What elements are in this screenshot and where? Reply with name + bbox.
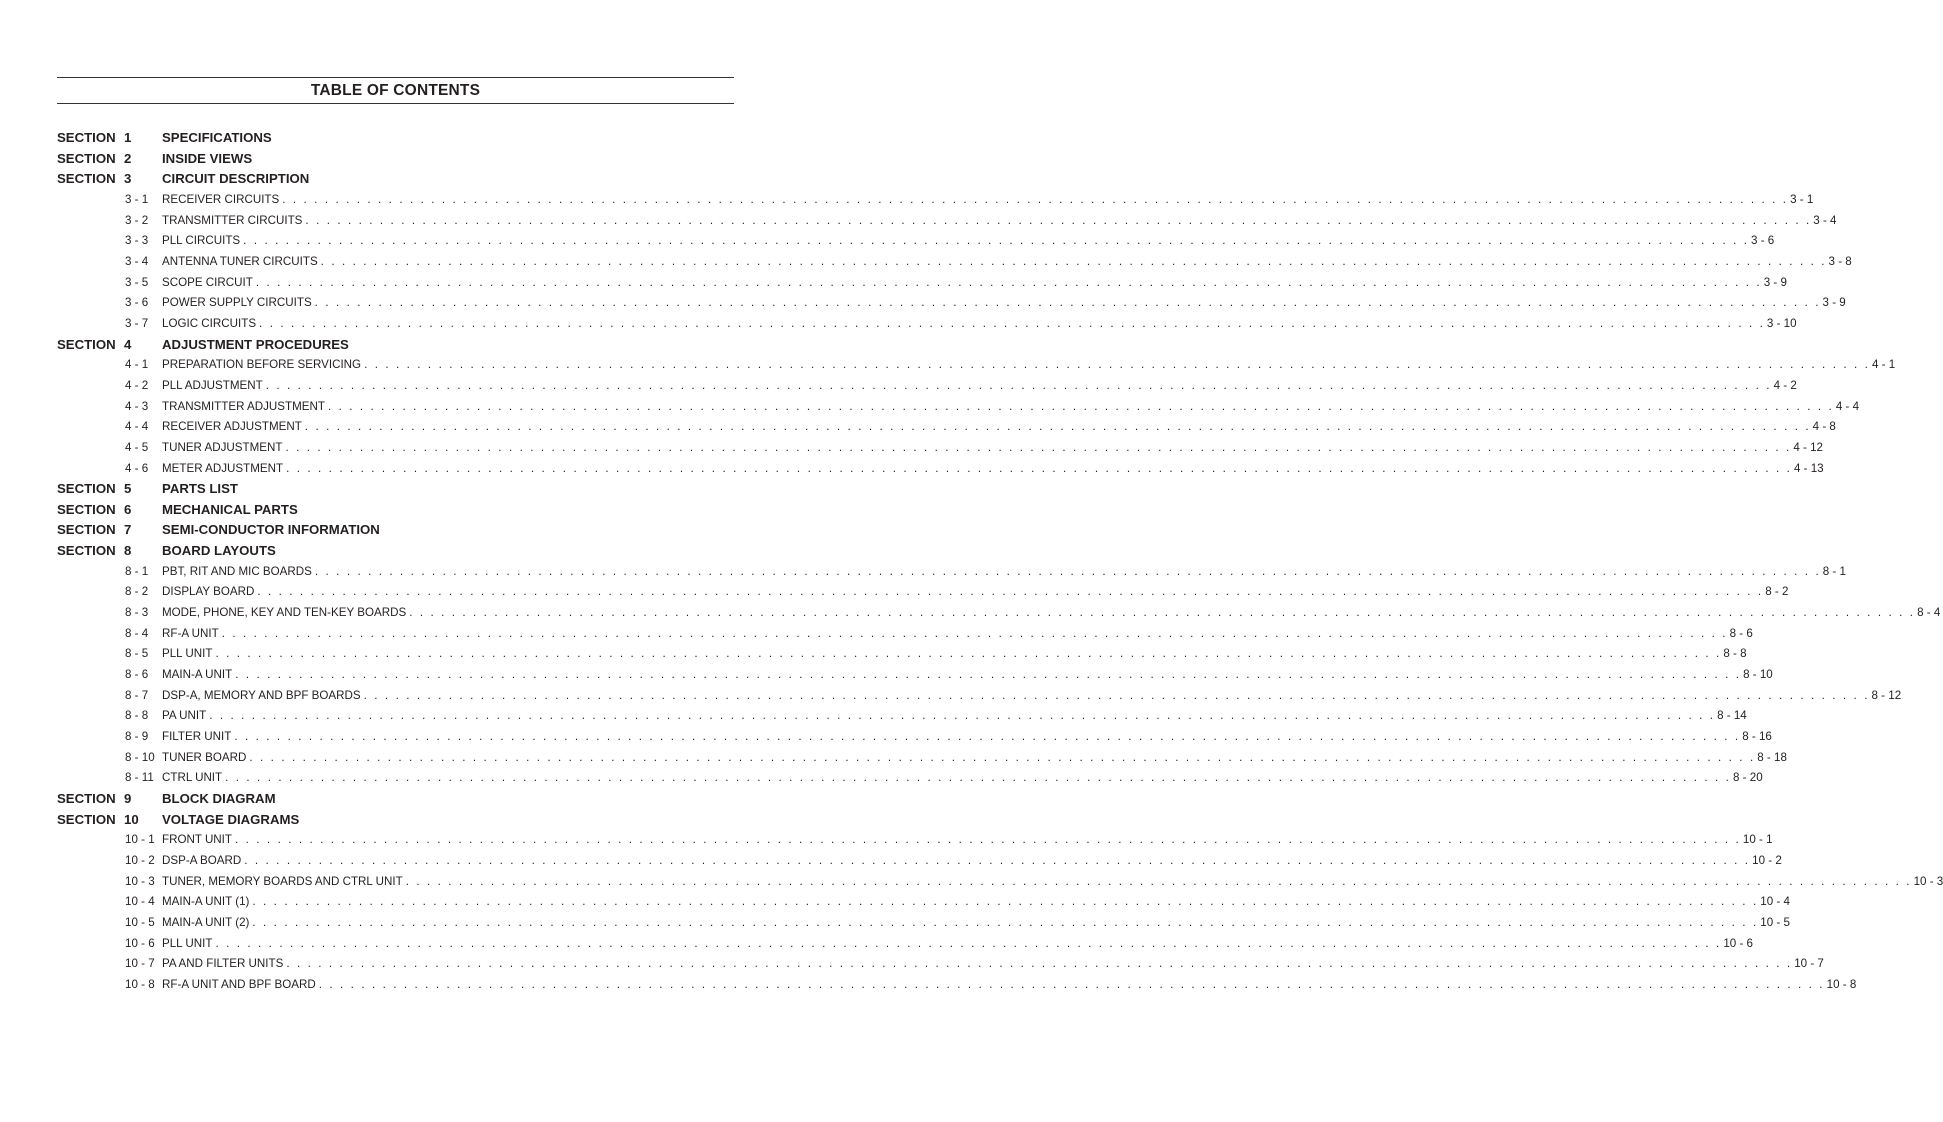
entry-title: PA AND FILTER UNITS — [162, 957, 284, 971]
entry-number: 8 - 8 — [125, 709, 149, 723]
section-title: SEMI-CONDUCTOR INFORMATION — [162, 522, 380, 538]
entry-number: 8 - 10 — [125, 750, 155, 764]
entry-page-number: 8 - 14 — [1717, 709, 1747, 723]
toc-entry-row — [57, 706, 1747, 727]
entry-page-number: 4 - 2 — [1773, 378, 1797, 392]
entry-title: PLL UNIT — [162, 936, 213, 950]
entry-page-number: 10 - 5 — [1760, 915, 1790, 929]
entry-page-number: 8 - 20 — [1733, 771, 1763, 785]
entry-page-number: 8 - 6 — [1729, 626, 1753, 640]
toc-entry-row — [57, 231, 1775, 252]
toc-section-row — [57, 149, 737, 170]
toc-entry-row — [57, 603, 1941, 624]
toc-entry-row — [57, 293, 1846, 314]
entry-number: 8 - 3 — [125, 606, 149, 620]
toc-entry-row — [57, 934, 1753, 955]
dot-leader: . . . . . . . . . . . . . . . . . . . . . . . . . . . . . . . . . . . . . . . . . . . . . . . . . . . . . . . . . . . . . . . . . . . . . . . . . . . . . . . . . . . . . . . . . . . . . . . . . . . . . . . . . . . . . . . . . . . . . . . . . . . . . . . . . . . . . . . . . . . . . . — [282, 192, 1789, 206]
toc-section-row — [57, 789, 737, 810]
entry-title: ANTENNA TUNER CIRCUITS — [162, 254, 318, 268]
entry-number: 4 - 3 — [125, 399, 149, 413]
entry-line — [162, 562, 1846, 583]
dot-leader: . . . . . . . . . . . . . . . . . . . . . . . . . . . . . . . . . . . . . . . . . . . . . . . . . . . . . . . . . . . . . . . . . . . . . . . . . . . . . . . . . . . . . . . . . . . . . . . . . . . . . . . . . . . . . . . . . . . . . . . . . . . . . . . . . . . . . . . . . . . . . . — [235, 833, 1741, 847]
entry-page-number: 3 - 9 — [1763, 275, 1787, 289]
entry-number: 8 - 4 — [125, 626, 149, 640]
section-label: SECTION — [57, 481, 116, 497]
entry-page-number: 3 - 9 — [1822, 296, 1846, 310]
entry-page-number: 4 - 4 — [1835, 399, 1860, 413]
dot-leader: . . . . . . . . . . . . . . . . . . . . . . . . . . . . . . . . . . . . . . . . . . . . . . . . . . . . . . . . . . . . . . . . . . . . . . . . . . . . . . . . . . . . . . . . . . . . . . . . . . . . . . . . . . . . . . . . . . . . . . . . . . . . . . . . . . . . . . . . . . . . . . — [409, 606, 1916, 620]
entry-number: 10 - 1 — [125, 833, 155, 847]
entry-title: PREPARATION BEFORE SERVICING — [162, 358, 362, 372]
entry-line — [162, 748, 1787, 769]
section-label: SECTION — [57, 791, 116, 806]
toc-entry-row — [57, 376, 1797, 397]
toc-entry-row — [57, 459, 1824, 480]
entry-line — [162, 603, 1941, 624]
toc-entry-row — [57, 273, 1787, 294]
entry-line — [162, 768, 1763, 789]
title-rule-top — [57, 77, 734, 78]
entry-number: 10 - 6 — [125, 936, 155, 950]
section-label: SECTION — [57, 150, 116, 166]
entry-title: PBT, RIT AND MIC BOARDS — [162, 564, 312, 578]
section-title: CIRCUIT DESCRIPTION — [162, 171, 310, 187]
entry-page-number: 4 - 12 — [1793, 440, 1823, 454]
dot-leader: . . . . . . . . . . . . . . . . . . . . . . . . . . . . . . . . . . . . . . . . . . . . . . . . . . . . . . . . . . . . . . . . . . . . . . . . . . . . . . . . . . . . . . . . . . . . . . . . . . . . . . . . . . . . . . . . . . . . . . . . . . . . . . . . . . . . . . . . . . . . . . — [320, 254, 1827, 268]
entry-title: MAIN-A UNIT — [162, 668, 233, 682]
dot-leader: . . . . . . . . . . . . . . . . . . . . . . . . . . . . . . . . . . . . . . . . . . . . . . . . . . . . . . . . . . . . . . . . . . . . . . . . . . . . . . . . . . . . . . . . . . . . . . . . . . . . . . . . . . . . . . . . . . . . . . . . . . . . . . . . . . . . . . . . . . . . . . — [286, 461, 1792, 475]
entry-page-number: 3 - 4 — [1813, 213, 1837, 227]
toc-section-row — [57, 500, 737, 521]
entry-page-number: 8 - 2 — [1765, 585, 1789, 599]
entry-page-number: 4 - 1 — [1871, 358, 1896, 372]
toc-entry-row — [57, 562, 1846, 583]
entry-number: 4 - 6 — [125, 461, 149, 475]
entry-title: CTRL UNIT — [162, 771, 223, 785]
entry-line — [162, 355, 1896, 376]
toc-entry-row — [57, 913, 1790, 934]
entry-page-number: 8 - 10 — [1743, 668, 1773, 682]
section-title: PARTS LIST — [162, 481, 238, 497]
entry-title: POWER SUPPLY CIRCUITS — [162, 296, 312, 310]
toc-section-row — [57, 541, 737, 562]
toc-entry-row — [57, 748, 1787, 769]
entry-line — [162, 851, 1782, 872]
section-number: 10 — [124, 811, 139, 827]
entry-page-number: 10 - 1 — [1742, 833, 1773, 847]
entry-title: PA UNIT — [162, 709, 207, 723]
dot-leader: . . . . . . . . . . . . . . . . . . . . . . . . . . . . . . . . . . . . . . . . . . . . . . . . . . . . . . . . . . . . . . . . . . . . . . . . . . . . . . . . . . . . . . . . . . . . . . . . . . . . . . . . . . . . . . . . . . . . . . . . . . . . . . . . . . . . . . . . . . . . . . — [225, 771, 1731, 785]
toc-section-row — [57, 128, 737, 149]
entry-number: 4 - 4 — [125, 420, 149, 434]
dot-leader: . . . . . . . . . . . . . . . . . . . . . . . . . . . . . . . . . . . . . . . . . . . . . . . . . . . . . . . . . . . . . . . . . . . . . . . . . . . . . . . . . . . . . . . . . . . . . . . . . . . . . . . . . . . . . . . . . . . . . . . . . . . . . . . . . . . . . . . . . . . . . . — [249, 750, 1756, 764]
entry-line — [162, 872, 1943, 893]
entry-line — [162, 975, 1857, 996]
entry-line — [162, 954, 1824, 975]
entry-line — [162, 211, 1837, 232]
toc-entry-row — [57, 644, 1747, 665]
entry-page-number: 3 - 8 — [1828, 254, 1852, 268]
entry-title: FILTER UNIT — [162, 730, 232, 744]
entry-line — [162, 727, 1772, 748]
entry-title: FRONT UNIT — [162, 833, 232, 847]
section-title: BLOCK DIAGRAM — [162, 791, 276, 806]
section-title: BOARD LAYOUTS — [162, 543, 276, 559]
dot-leader: . . . . . . . . . . . . . . . . . . . . . . . . . . . . . . . . . . . . . . . . . . . . . . . . . . . . . . . . . . . . . . . . . . . . . . . . . . . . . . . . . . . . . . . . . . . . . . . . . . . . . . . . . . . . . . . . . . . . . . . . . . . . . . . . . . . . . . . . . . . . . . — [285, 440, 1792, 454]
entry-page-number: 10 - 2 — [1752, 853, 1782, 867]
entry-number: 3 - 1 — [125, 192, 149, 206]
entry-title: DSP-A, MEMORY AND BPF BOARDS — [162, 688, 361, 702]
toc-entry-row — [57, 397, 1860, 418]
toc-entry-row — [57, 211, 1837, 232]
entry-title: MODE, PHONE, KEY AND TEN-KEY BOARDS — [162, 606, 407, 620]
entry-number: 3 - 2 — [125, 213, 149, 227]
section-number: 3 — [124, 171, 132, 187]
entry-title: RECEIVER ADJUSTMENT — [162, 420, 302, 434]
entry-line — [162, 376, 1797, 397]
dot-leader: . . . . . . . . . . . . . . . . . . . . . . . . . . . . . . . . . . . . . . . . . . . . . . . . . . . . . . . . . . . . . . . . . . . . . . . . . . . . . . . . . . . . . . . . . . . . . . . . . . . . . . . . . . . . . . . . . . . . . . . . . . . . . . . . . . . . . . . . . . . . . . — [364, 358, 1870, 372]
section-title: VOLTAGE DIAGRAMS — [162, 811, 300, 827]
entry-title: RF-A UNIT — [162, 626, 219, 640]
toc-entry-row — [57, 686, 1902, 707]
entry-number: 3 - 7 — [125, 316, 149, 330]
dot-leader: . . . . . . . . . . . . . . . . . . . . . . . . . . . . . . . . . . . . . . . . . . . . . . . . . . . . . . . . . . . . . . . . . . . . . . . . . . . . . . . . . . . . . . . . . . . . . . . . . . . . . . . . . . . . . . . . . . . . . . . . . . . . . . . . . . . . . . . . . . . . . . — [209, 709, 1716, 723]
entry-title: RF-A UNIT AND BPF BOARD — [162, 977, 316, 991]
entry-number: 3 - 6 — [125, 296, 149, 310]
entry-page-number: 10 - 4 — [1760, 895, 1790, 909]
entry-line — [162, 252, 1852, 273]
entry-page-number: 3 - 10 — [1766, 316, 1797, 330]
entry-number: 3 - 5 — [125, 275, 149, 289]
entry-line — [162, 934, 1753, 955]
dot-leader: . . . . . . . . . . . . . . . . . . . . . . . . . . . . . . . . . . . . . . . . . . . . . . . . . . . . . . . . . . . . . . . . . . . . . . . . . . . . . . . . . . . . . . . . . . . . . . . . . . . . . . . . . . . . . . . . . . . . . . . . . . . . . . . . . . . . . . . . . . . . . . — [215, 647, 1722, 661]
section-number: 9 — [124, 791, 132, 806]
entry-title: PLL CIRCUITS — [162, 234, 241, 248]
entry-number: 8 - 6 — [125, 668, 149, 682]
toc-section-row — [57, 479, 737, 500]
entry-line — [162, 314, 1797, 335]
toc-entry-row — [57, 975, 1857, 996]
entry-number: 3 - 4 — [125, 254, 149, 268]
entry-line — [162, 190, 1814, 211]
entry-title: SCOPE CIRCUIT — [162, 275, 253, 289]
section-label: SECTION — [57, 811, 116, 827]
entry-page-number: 10 - 8 — [1826, 977, 1857, 991]
entry-number: 8 - 2 — [125, 585, 149, 599]
toc-entry-row — [57, 624, 1753, 645]
dot-leader: . . . . . . . . . . . . . . . . . . . . . . . . . . . . . . . . . . . . . . . . . . . . . . . . . . . . . . . . . . . . . . . . . . . . . . . . . . . . . . . . . . . . . . . . . . . . . . . . . . . . . . . . . . . . . . . . . . . . . . . . . . . . . . . . . . . . . . . . . . . . . . — [243, 234, 1750, 248]
entry-line — [162, 397, 1860, 418]
entry-number: 3 - 3 — [125, 234, 149, 248]
entry-number: 8 - 11 — [125, 771, 154, 785]
toc-entry-row — [57, 851, 1782, 872]
toc-entry-row — [57, 872, 1943, 893]
entry-page-number: 4 - 13 — [1793, 461, 1824, 475]
section-label: SECTION — [57, 171, 116, 187]
entry-line — [162, 686, 1902, 707]
toc-entry-row — [57, 768, 1763, 789]
dot-leader: . . . . . . . . . . . . . . . . . . . . . . . . . . . . . . . . . . . . . . . . . . . . . . . . . . . . . . . . . . . . . . . . . . . . . . . . . . . . . . . . . . . . . . . . . . . . . . . . . . . . . . . . . . . . . . . . . . . . . . . . . . . . . . . . . . . . . . . . . . . . . . — [318, 977, 1825, 991]
entry-line — [162, 582, 1789, 603]
entry-line — [162, 438, 1823, 459]
dot-leader: . . . . . . . . . . . . . . . . . . . . . . . . . . . . . . . . . . . . . . . . . . . . . . . . . . . . . . . . . . . . . . . . . . . . . . . . . . . . . . . . . . . . . . . . . . . . . . . . . . . . . . . . . . . . . . . . . . . . . . . . . . . . . . . . . . . . . . . . . . . . . . — [265, 378, 1772, 392]
entry-line — [162, 624, 1753, 645]
toc-entry-row — [57, 954, 1824, 975]
entry-number: 8 - 7 — [125, 688, 149, 702]
dot-leader: . . . . . . . . . . . . . . . . . . . . . . . . . . . . . . . . . . . . . . . . . . . . . . . . . . . . . . . . . . . . . . . . . . . . . . . . . . . . . . . . . . . . . . . . . . . . . . . . . . . . . . . . . . . . . . . . . . . . . . . . . . . . . . . . . . . . . . . . . . . . . . — [215, 936, 1722, 950]
section-label: SECTION — [57, 336, 116, 352]
entry-page-number: 10 - 3 — [1913, 874, 1943, 888]
toc-entry-row — [57, 582, 1789, 603]
entry-line — [162, 459, 1824, 480]
entry-page-number: 3 - 6 — [1751, 234, 1775, 248]
entry-page-number: 3 - 1 — [1790, 192, 1814, 206]
entry-number: 8 - 1 — [125, 564, 149, 578]
toc-entry-row — [57, 355, 1896, 376]
section-number: 8 — [124, 543, 132, 559]
entry-number: 10 - 7 — [125, 957, 155, 971]
entry-line — [162, 231, 1775, 252]
toc-entry-row — [57, 892, 1790, 913]
dot-leader: . . . . . . . . . . . . . . . . . . . . . . . . . . . . . . . . . . . . . . . . . . . . . . . . . . . . . . . . . . . . . . . . . . . . . . . . . . . . . . . . . . . . . . . . . . . . . . . . . . . . . . . . . . . . . . . . . . . . . . . . . . . . . . . . . . . . . . . . . . . . . . — [235, 668, 1742, 682]
table-of-contents — [57, 128, 1943, 996]
toc-entry-row — [57, 314, 1797, 335]
dot-leader: . . . . . . . . . . . . . . . . . . . . . . . . . . . . . . . . . . . . . . . . . . . . . . . . . . . . . . . . . . . . . . . . . . . . . . . . . . . . . . . . . . . . . . . . . . . . . . . . . . . . . . . . . . . . . . . . . . . . . . . . . . . . . . . . . . . . . . . . . . . . . . — [286, 957, 1793, 971]
entry-title: LOGIC CIRCUITS — [162, 316, 257, 330]
entry-title: RECEIVER CIRCUITS — [162, 192, 280, 206]
dot-leader: . . . . . . . . . . . . . . . . . . . . . . . . . . . . . . . . . . . . . . . . . . . . . . . . . . . . . . . . . . . . . . . . . . . . . . . . . . . . . . . . . . . . . . . . . . . . . . . . . . . . . . . . . . . . . . . . . . . . . . . . . . . . . . . . . . . . . . . . . . . . . . — [255, 275, 1762, 289]
section-number: 5 — [124, 481, 132, 497]
dot-leader: . . . . . . . . . . . . . . . . . . . . . . . . . . . . . . . . . . . . . . . . . . . . . . . . . . . . . . . . . . . . . . . . . . . . . . . . . . . . . . . . . . . . . . . . . . . . . . . . . . . . . . . . . . . . . . . . . . . . . . . . . . . . . . . . . . . . . . . . . . . . . . — [363, 688, 1870, 702]
dot-leader: . . . . . . . . . . . . . . . . . . . . . . . . . . . . . . . . . . . . . . . . . . . . . . . . . . . . . . . . . . . . . . . . . . . . . . . . . . . . . . . . . . . . . . . . . . . . . . . . . . . . . . . . . . . . . . . . . . . . . . . . . . . . . . . . . . . . . . . . . . . . . . — [252, 895, 1759, 909]
entry-number: 10 - 2 — [125, 853, 155, 867]
entry-number: 8 - 5 — [125, 647, 149, 661]
section-label: SECTION — [57, 130, 116, 145]
entry-page-number: 8 - 16 — [1742, 730, 1772, 744]
entry-title: MAIN-A UNIT (1) — [162, 895, 250, 909]
section-label: SECTION — [57, 522, 116, 538]
entry-line — [162, 892, 1790, 913]
entry-line — [162, 830, 1773, 851]
toc-section-row — [57, 520, 737, 541]
dot-leader: . . . . . . . . . . . . . . . . . . . . . . . . . . . . . . . . . . . . . . . . . . . . . . . . . . . . . . . . . . . . . . . . . . . . . . . . . . . . . . . . . . . . . . . . . . . . . . . . . . . . . . . . . . . . . . . . . . . . . . . . . . . . . . . . . . . . . . . . . . . . . . — [259, 316, 1765, 330]
entry-number: 10 - 8 — [125, 977, 155, 991]
dot-leader: . . . . . . . . . . . . . . . . . . . . . . . . . . . . . . . . . . . . . . . . . . . . . . . . . . . . . . . . . . . . . . . . . . . . . . . . . . . . . . . . . . . . . . . . . . . . . . . . . . . . . . . . . . . . . . . . . . . . . . . . . . . . . . . . . . . . . . . . . . . . . . — [405, 874, 1912, 888]
dot-leader: . . . . . . . . . . . . . . . . . . . . . . . . . . . . . . . . . . . . . . . . . . . . . . . . . . . . . . . . . . . . . . . . . . . . . . . . . . . . . . . . . . . . . . . . . . . . . . . . . . . . . . . . . . . . . . . . . . . . . . . . . . . . . . . . . . . . . . . . . . . . . . — [244, 853, 1751, 867]
entry-line — [162, 293, 1846, 314]
section-number: 1 — [124, 130, 132, 145]
toc-entry-row — [57, 830, 1773, 851]
section-label: SECTION — [57, 501, 116, 517]
toc-entry-row — [57, 417, 1836, 438]
entry-line — [162, 644, 1747, 665]
toc-entry-row — [57, 727, 1772, 748]
section-number: 6 — [124, 501, 132, 517]
toc-entry-row — [57, 665, 1773, 686]
entry-title: TUNER BOARD — [162, 750, 247, 764]
entry-page-number: 4 - 8 — [1812, 420, 1836, 434]
dot-leader: . . . . . . . . . . . . . . . . . . . . . . . . . . . . . . . . . . . . . . . . . . . . . . . . . . . . . . . . . . . . . . . . . . . . . . . . . . . . . . . . . . . . . . . . . . . . . . . . . . . . . . . . . . . . . . . . . . . . . . . . . . . . . . . . . . . . . . . . . . . . . . — [304, 420, 1811, 434]
entry-title: TRANSMITTER ADJUSTMENT — [162, 399, 325, 413]
dot-leader: . . . . . . . . . . . . . . . . . . . . . . . . . . . . . . . . . . . . . . . . . . . . . . . . . . . . . . . . . . . . . . . . . . . . . . . . . . . . . . . . . . . . . . . . . . . . . . . . . . . . . . . . . . . . . . . . . . . . . . . . . . . . . . . . . . . . . . . . . . . . . . — [221, 626, 1728, 640]
entry-title: MAIN-A UNIT (2) — [162, 915, 250, 929]
entry-page-number: 8 - 8 — [1723, 647, 1747, 661]
entry-number: 8 - 9 — [125, 730, 149, 744]
toc-section-row — [57, 169, 737, 190]
dot-leader: . . . . . . . . . . . . . . . . . . . . . . . . . . . . . . . . . . . . . . . . . . . . . . . . . . . . . . . . . . . . . . . . . . . . . . . . . . . . . . . . . . . . . . . . . . . . . . . . . . . . . . . . . . . . . . . . . . . . . . . . . . . . . . . . . . . . . . . . . . . . . . — [234, 730, 1741, 744]
section-title: SPECIFICATIONS — [162, 130, 272, 145]
entry-line — [162, 706, 1747, 727]
entry-title: TUNER ADJUSTMENT — [162, 440, 283, 454]
entry-number: 4 - 1 — [125, 358, 149, 372]
entry-line — [162, 913, 1790, 934]
dot-leader: . . . . . . . . . . . . . . . . . . . . . . . . . . . . . . . . . . . . . . . . . . . . . . . . . . . . . . . . . . . . . . . . . . . . . . . . . . . . . . . . . . . . . . . . . . . . . . . . . . . . . . . . . . . . . . . . . . . . . . . . . . . . . . . . . . . . . . . . . . . . . . — [305, 213, 1812, 227]
entry-number: 10 - 3 — [125, 874, 155, 888]
entry-title: TRANSMITTER CIRCUITS — [162, 213, 303, 227]
entry-number: 4 - 2 — [125, 378, 149, 392]
toc-section-row — [57, 335, 737, 356]
entry-page-number: 8 - 12 — [1871, 688, 1902, 702]
entry-page-number: 10 - 7 — [1794, 957, 1824, 971]
entry-line — [162, 417, 1836, 438]
title-rule-bottom — [57, 103, 734, 104]
dot-leader: . . . . . . . . . . . . . . . . . . . . . . . . . . . . . . . . . . . . . . . . . . . . . . . . . . . . . . . . . . . . . . . . . . . . . . . . . . . . . . . . . . . . . . . . . . . . . . . . . . . . . . . . . . . . . . . . . . . . . . . . . . . . . . . . . . . . . . . . . . . . . . — [252, 915, 1759, 929]
section-number: 7 — [124, 522, 132, 538]
entry-page-number: 8 - 18 — [1757, 750, 1787, 764]
section-title: INSIDE VIEWS — [162, 150, 253, 166]
dot-leader: . . . . . . . . . . . . . . . . . . . . . . . . . . . . . . . . . . . . . . . . . . . . . . . . . . . . . . . . . . . . . . . . . . . . . . . . . . . . . . . . . . . . . . . . . . . . . . . . . . . . . . . . . . . . . . . . . . . . . . . . . . . . . . . . . . . . . . . . . . . . . . — [314, 296, 1821, 310]
entry-title: DISPLAY BOARD — [162, 585, 255, 599]
entry-title: DSP-A BOARD — [162, 853, 242, 867]
section-label: SECTION — [57, 543, 116, 559]
entry-page-number: 10 - 6 — [1723, 936, 1753, 950]
section-title: ADJUSTMENT PROCEDURES — [162, 336, 349, 352]
dot-leader: . . . . . . . . . . . . . . . . . . . . . . . . . . . . . . . . . . . . . . . . . . . . . . . . . . . . . . . . . . . . . . . . . . . . . . . . . . . . . . . . . . . . . . . . . . . . . . . . . . . . . . . . . . . . . . . . . . . . . . . . . . . . . . . . . . . . . . . . . . . . . . — [327, 399, 1834, 413]
entry-title: TUNER, MEMORY BOARDS AND CTRL UNIT — [162, 874, 403, 888]
toc-entry-row — [57, 252, 1852, 273]
entry-title: METER ADJUSTMENT — [162, 461, 284, 475]
entry-number: 4 - 5 — [125, 440, 149, 454]
toc-entry-row — [57, 190, 1814, 211]
dot-leader: . . . . . . . . . . . . . . . . . . . . . . . . . . . . . . . . . . . . . . . . . . . . . . . . . . . . . . . . . . . . . . . . . . . . . . . . . . . . . . . . . . . . . . . . . . . . . . . . . . . . . . . . . . . . . . . . . . . . . . . . . . . . . . . . . . . . . . . . . . . . . . — [257, 585, 1764, 599]
section-number: 2 — [124, 150, 132, 166]
entry-page-number: 8 - 4 — [1917, 606, 1941, 620]
section-title: MECHANICAL PARTS — [162, 501, 298, 517]
entry-number: 10 - 5 — [125, 915, 155, 929]
page-title: TABLE OF CONTENTS — [310, 82, 481, 99]
entry-title: PLL ADJUSTMENT — [162, 378, 263, 392]
dot-leader: . . . . . . . . . . . . . . . . . . . . . . . . . . . . . . . . . . . . . . . . . . . . . . . . . . . . . . . . . . . . . . . . . . . . . . . . . . . . . . . . . . . . . . . . . . . . . . . . . . . . . . . . . . . . . . . . . . . . . . . . . . . . . . . . . . . . . . . . . . . . . . — [314, 564, 1821, 578]
section-number: 4 — [124, 336, 132, 352]
entry-title: PLL UNIT — [162, 647, 213, 661]
toc-entry-row — [57, 438, 1823, 459]
entry-page-number: 8 - 1 — [1822, 564, 1846, 578]
entry-number: 10 - 4 — [125, 895, 155, 909]
entry-line — [162, 273, 1787, 294]
toc-section-row — [57, 810, 737, 831]
entry-line — [162, 665, 1773, 686]
